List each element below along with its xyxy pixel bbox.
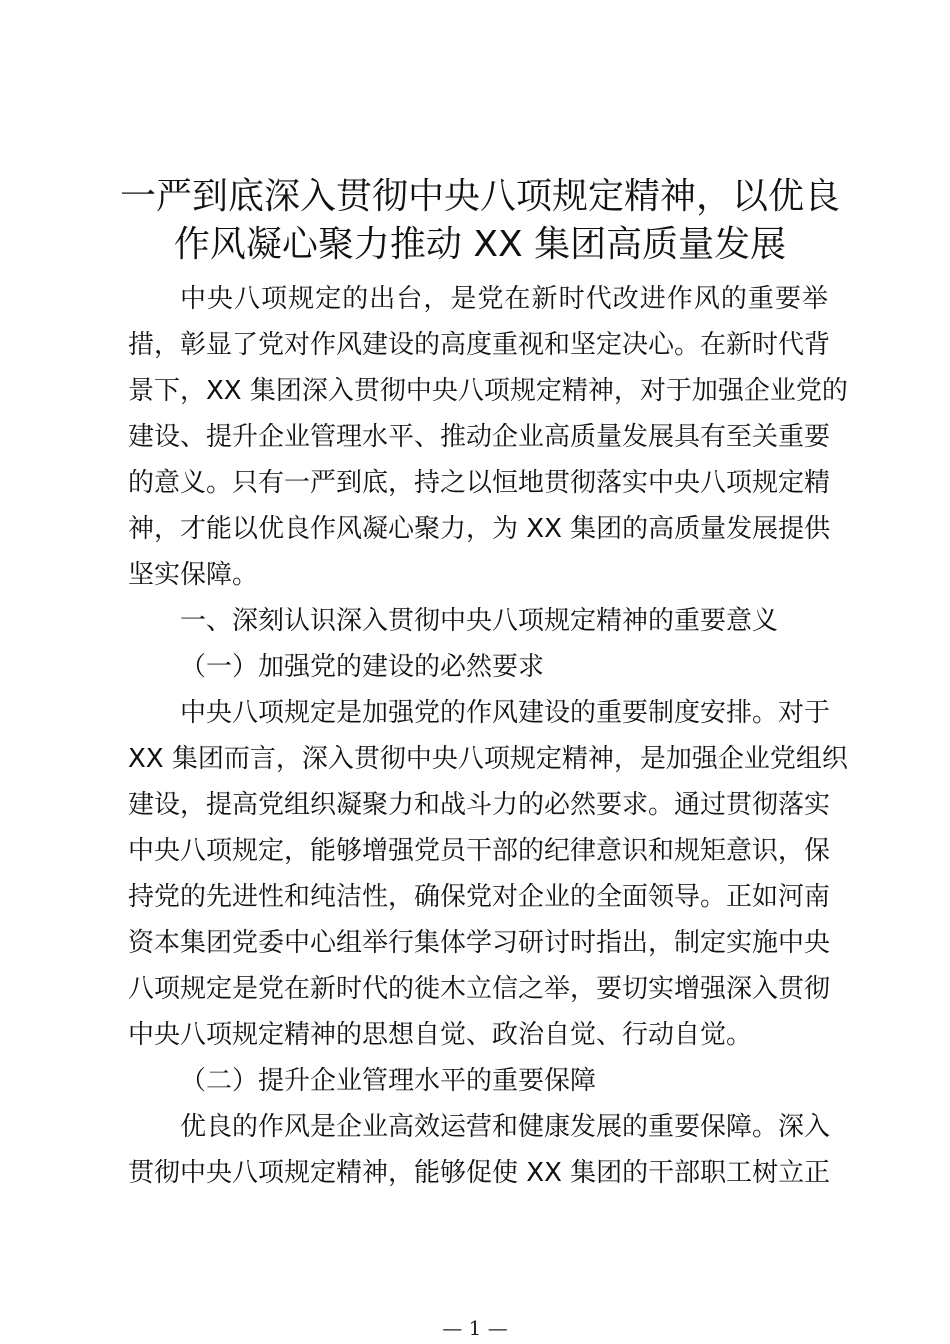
document-title-line-1: 一严到底深入贯彻中央八项规定精神，以优良 (120, 176, 841, 217)
paragraph-line: 措，彰显了党对作风建设的高度重视和坚定决心。在新时代背 (128, 330, 831, 360)
paragraph-line: 景下，XX 集团深入贯彻中央八项规定精神，对于加强企业党的 (128, 376, 848, 406)
paragraph-line: 坚实保障。 (128, 560, 259, 590)
paragraph-line: 中央八项规定的出台，是党在新时代改进作风的重要举 (180, 284, 828, 314)
paragraph-line: 中央八项规定是加强党的作风建设的重要制度安排。对于 (180, 698, 831, 728)
document-title-line-2: 作风凝心聚力推动 XX 集团高质量发展 (173, 224, 787, 265)
subsection-heading: （一）加强党的建设的必然要求 (180, 652, 545, 682)
document-body (128, 276, 848, 1196)
paragraph-line: 持党的先进性和纯洁性，确保党对企业的全面领导。正如河南 (128, 882, 831, 912)
paragraph-line: 建设、提升企业管理水平、推动企业高质量发展具有至关重要 (128, 422, 831, 452)
paragraph-line: 神，才能以优良作风凝心聚力，为 XX 集团的高质量发展提供 (128, 514, 831, 544)
subsection-heading: （二）提升企业管理水平的重要保障 (180, 1066, 597, 1096)
paragraph-line: 八项规定是党在新时代的徙木立信之举，要切实增强深入贯彻 (128, 974, 831, 1004)
paragraph-line: 中央八项规定，能够增强党员干部的纪律意识和规矩意识，保 (128, 836, 831, 866)
paragraph-line: 的意义。只有一严到底，持之以恒地贯彻落实中央八项规定精 (128, 468, 831, 498)
paragraph-line: 中央八项规定精神的思想自觉、政治自觉、行动自觉。 (128, 1020, 753, 1050)
page-number: — 1 — (442, 1316, 508, 1340)
paragraph-line: 资本集团党委中心组举行集体学习研讨时指出，制定实施中央 (128, 928, 831, 958)
section-heading: 一、深刻认识深入贯彻中央八项规定精神的重要意义 (180, 606, 779, 636)
paragraph-line: 贯彻中央八项规定精神，能够促使 XX 集团的干部职工树立正 (128, 1158, 831, 1188)
paragraph-line: XX 集团而言，深入贯彻中央八项规定精神，是加强企业党组织 (128, 744, 848, 774)
paragraph-line: 建设，提高党组织凝聚力和战斗力的必然要求。通过贯彻落实 (128, 790, 831, 820)
paragraph-line: 优良的作风是企业高效运营和健康发展的重要保障。深入 (180, 1112, 831, 1142)
